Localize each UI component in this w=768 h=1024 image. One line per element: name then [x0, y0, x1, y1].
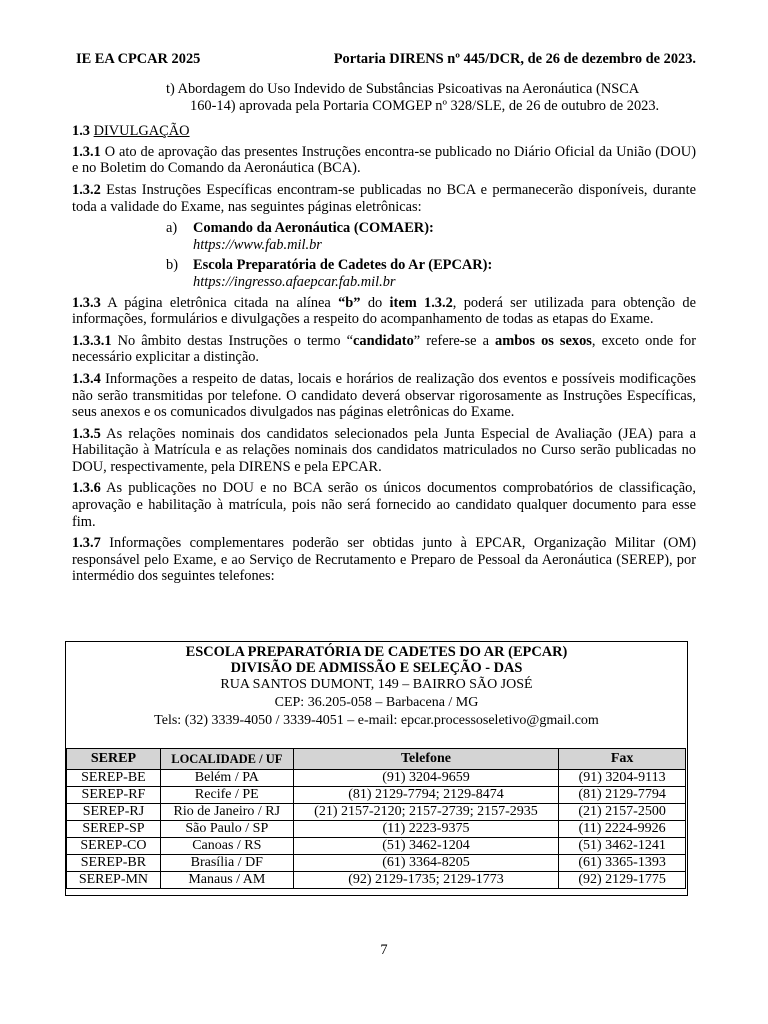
paragraph-1-3-1: 1.3.1 O ato de aprovação das presentes Instruções encontra-se publicado no Diário Oficial da União (DOU) e no Boletim do Comando da Aeronáutica (BCA).: [72, 143, 696, 177]
table-header-row: [67, 749, 686, 770]
paragraph-1-3-6: 1.3.6 As publicações no DOU e no BCA serão os únicos documentos comprobatórios de classificação, aprovação e habilitação à matrícula, pois não será fornecido ao candidato qualquer documento para esse fim.: [72, 480, 696, 530]
paragraph-1-3-3-1: 1.3.3.1 No âmbito destas Instruções o termo “candidato” refere-se a ambos os sexos, exceto onde for necessário explicitar a distinção.: [72, 332, 696, 366]
paragraph-1-3-2: 1.3.2 Estas Instruções Específicas encontram-se publicadas no BCA e permanecerão disponíveis, durante toda a validade do Exame, nas seguintes páginas eletrônicas:: [72, 181, 696, 215]
box-title: ESCOLA PREPARATÓRIA DE CADETES DO AR (EPCAR): [185, 644, 568, 660]
page-header: [76, 51, 696, 68]
paragraph-1-3-4: 1.3.4 Informações a respeito de datas, locais e horários de realização dos eventos e possíveis modificações não serão transmitidas por telefone. O candidato deverá observar rigorosamente as Instruções Específicas, seus anexos e os comunicados divulgados nas páginas eletrônicas do Exame.: [72, 370, 696, 421]
col-header-serep: SEREP: [67, 749, 161, 770]
box-subtitle: DIVISÃO DE ADMISSÃO E SELEÇÃO - DAS: [230, 660, 523, 676]
table-row: SEREP-MN Manaus / AM (92) 2129-1735; 2129-1773 (92) 2129-1775: [67, 872, 686, 889]
contact-box-header: [66, 644, 687, 730]
item-t: t) Abordagem do Uso Indevido de Substâncias Psicoativas na Aeronáutica (NSCA 160-14) aprovada pela Portaria COMGEP nº 328/SLE, de 26 de outubro de 2023.: [166, 81, 660, 114]
paragraph-1-3-7: 1.3.7 Informações complementares poderão ser obtidas junto à EPCAR, Organização Militar (OM) responsável pelo Exame, e ao Serviço de Recrutamento e Preparo de Pessoal da Aeronáutica (SEREP), por intermédio dos seguintes telefones:: [72, 535, 696, 585]
list-item-title: Comando da Aeronáutica (COMAER):: [193, 220, 434, 237]
col-header-fax: Fax: [559, 749, 686, 770]
box-cep: CEP: 36.205-058 – Barbacena / MG: [274, 695, 479, 710]
col-header-localidade: LOCALIDADE / UF: [160, 749, 293, 770]
table-row: SEREP-CO Canoas / RS (51) 3462-1204 (51) 3462-1241: [67, 838, 686, 855]
serep-table: [66, 748, 686, 889]
box-tels: Tels: (32) 3339-4050 / 3339-4051 – e-mail: epcar.processoseletivo@gmail.com: [154, 713, 599, 728]
list-item-url[interactable]: https://ingresso.afaepcar.fab.mil.br: [193, 273, 396, 290]
paragraph-1-3-3: 1.3.3 A página eletrônica citada na alínea “b” do item 1.3.2, poderá ser utilizada para obtenção de informações, formulários e divulgações a respeito do acompanhamento de todas as etapas do Exame.: [72, 294, 696, 328]
header-right: Portaria DIRENS nº 445/DCR, de 26 de dezembro de 2023.: [333, 51, 696, 67]
paragraph-1-3-5: 1.3.5 As relações nominais dos candidatos selecionados pela Junta Especial de Avaliação (JEA) para a Habilitação à Matrícula e as relações nominais dos candidatos matriculados no Curso serão publicadas no DOU, respectivamente, pela DIRENS e pela EPCAR.: [72, 425, 697, 475]
site-list: [72, 220, 696, 290]
section-heading: 1.3 DIVULGAÇÃO: [72, 123, 190, 140]
table-row: SEREP-RF Recife / PE (81) 2129-7794; 2129-8474 (81) 2129-7794: [67, 787, 686, 804]
table-row: SEREP-SP São Paulo / SP (11) 2223-9375 (11) 2224-9926: [67, 821, 686, 838]
header-left: IE EA CPCAR 2025: [76, 51, 201, 67]
box-address: RUA SANTOS DUMONT, 149 – BAIRRO SÃO JOSÉ: [220, 677, 533, 692]
page-content: [72, 81, 696, 590]
list-item-url[interactable]: https://www.fab.mil.br: [193, 236, 322, 253]
table-row: SEREP-BR Brasília / DF (61) 3364-8205 (61) 3365-1393: [67, 855, 686, 872]
col-header-telefone: Telefone: [293, 749, 558, 770]
table-row: SEREP-BE Belém / PA (91) 3204-9659 (91) 3204-9113: [67, 770, 686, 787]
page-number: 7: [380, 942, 388, 958]
contact-box: [65, 641, 688, 896]
table-row: SEREP-RJ Rio de Janeiro / RJ (21) 2157-2120; 2157-2739; 2157-2935 (21) 2157-2500: [67, 804, 686, 821]
list-item: a) Comando da Aeronáutica (COMAER): https://www.fab.mil.br: [166, 220, 434, 253]
list-item-title: Escola Preparatória de Cadetes do Ar (EPCAR):: [193, 257, 493, 274]
list-item: b) Escola Preparatória de Cadetes do Ar (EPCAR): https://ingresso.afaepcar.fab.mil.br: [166, 257, 493, 290]
